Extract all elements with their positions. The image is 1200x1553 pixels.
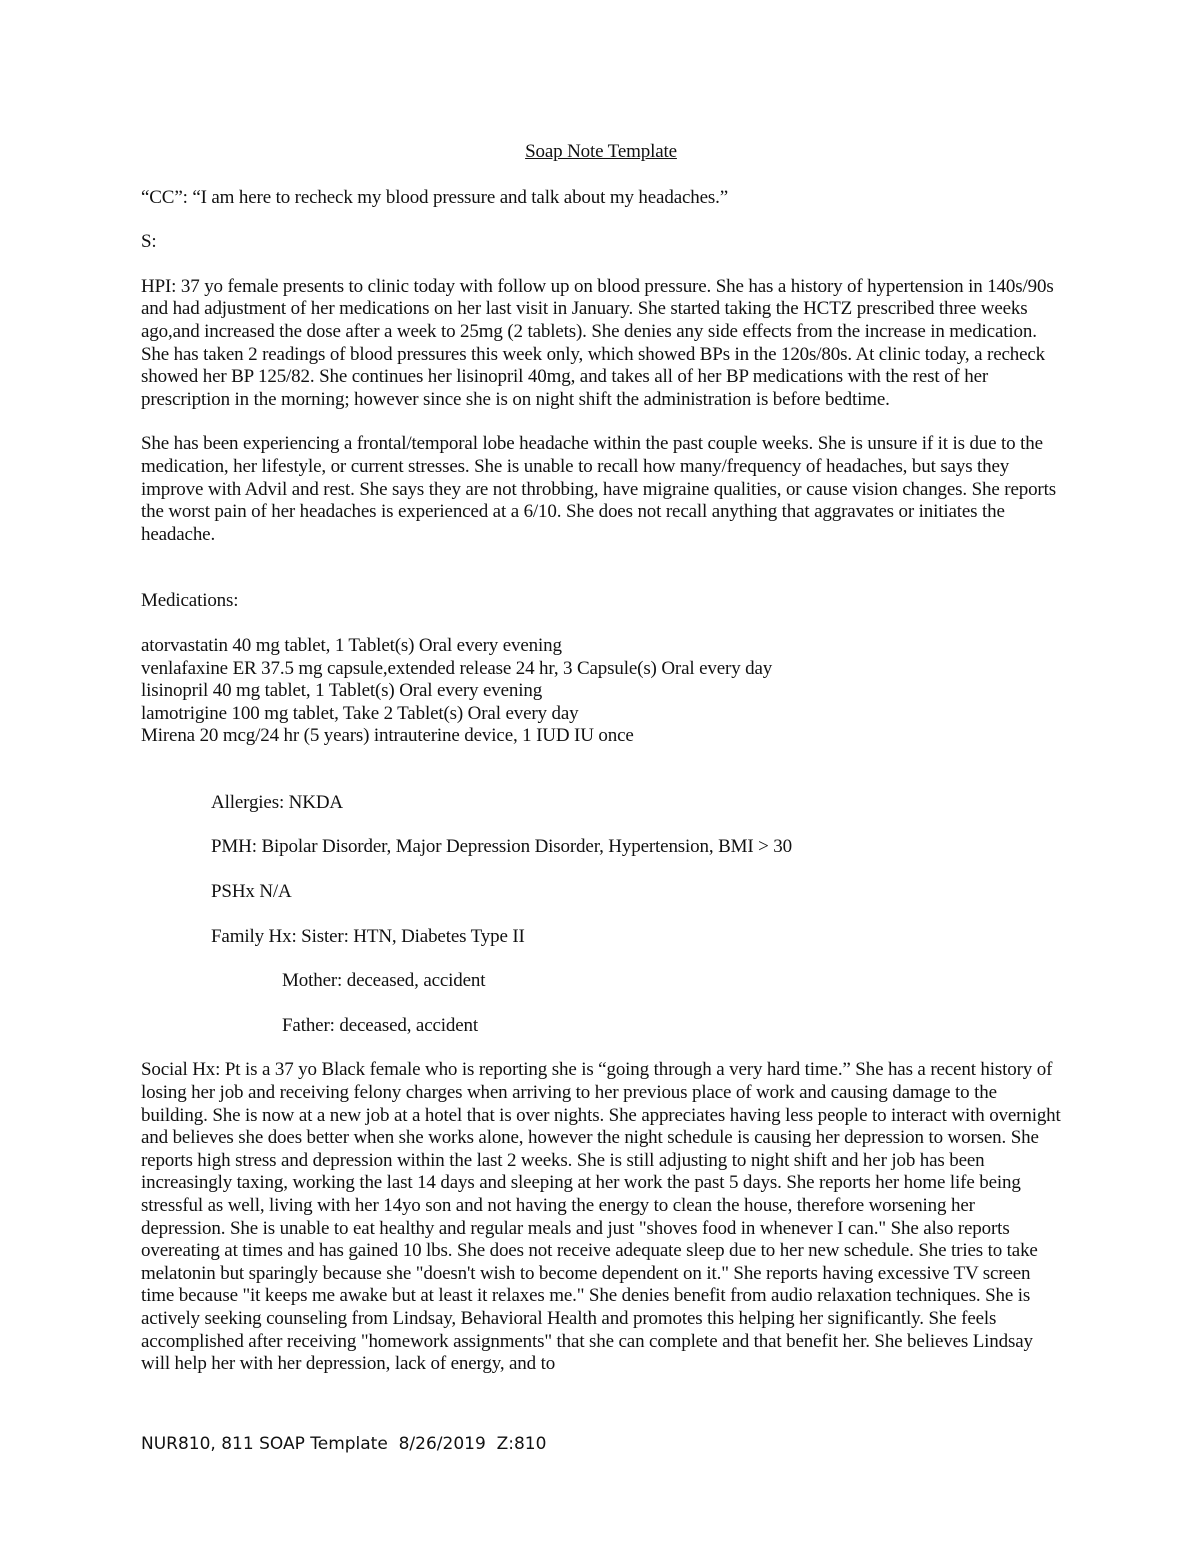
medications-label: Medications: bbox=[141, 590, 239, 612]
chief-complaint: “CC”: “I am here to recheck my blood pressure and talk about my headaches.” bbox=[141, 186, 729, 208]
document-page bbox=[141, 141, 1061, 1376]
past-surgical-history: PSHx N/A bbox=[211, 881, 292, 903]
social-history: Social Hx: Pt is a 37 yo Black female who is reporting she is “going through a very hard time.” She has a recent history of losing her job and receiving felony charges when arriving to her previous place of work and causing damage to the building. She is now at a new job at a hotel that is over nights. She appreciates having less people to interact with overnight and believes she does better when she works alone, however the night schedule is causing her depression to worsen. She reports high stress and depression within the last 2 weeks. She is still adjusting to night shift and her job has been increasingly taxing, working the last 14 days and sleeping at her work the past 5 days. She reports her home life being stressful as well, living with her 14yo son and not having the energy to clean the house, therefore worsening her depression. She is unable to eat healthy and regular meals and just "shoves food in whenever I can." She also reports overeating at times and has gained 10 lbs. She does not receive adequate sleep due to her new schedule. She tries to take melatonin but sparingly because she "doesn't wish to become dependent on it." She reports having excessive TV screen time because "it keeps me awake but at least it relaxes me." She denies benefit from audio relaxation techniques. She is actively seeking counseling from Lindsay, Behavioral Health and promotes this helping her significantly. She feels accomplished after receiving "homework assignments" that she can complete and that benefit her. She believes Lindsay will help her with her depression, lack of energy, and to bbox=[141, 1059, 1061, 1375]
hpi-paragraph-2: She has been experiencing a frontal/temporal lobe headache within the past couple weeks. She is unsure if it is due to the medication, her lifestyle, or current stresses. She is unable to recall how many/frequency of headaches, but says they improve with Advil and rest. She says they are not throbbing, have migraine qualities, or cause vision changes. She reports the worst pain of her headaches is experienced at a 6/10. She does not recall anything that aggravates or initiates the headache. bbox=[141, 433, 1056, 545]
medication-item: venlafaxine ER 37.5 mg capsule,extended release 24 hr, 3 Capsule(s) Oral every day bbox=[141, 657, 773, 679]
family-history: Family Hx: Sister: HTN, Diabetes Type II bbox=[211, 925, 525, 947]
family-history-mother: Mother: deceased, accident bbox=[282, 970, 486, 992]
allergies: Allergies: NKDA bbox=[211, 791, 343, 813]
medication-item: Mirena 20 mcg/24 hr (5 years) intrauterine device, 1 IUD IU once bbox=[141, 725, 634, 747]
family-history-father: Father: deceased, accident bbox=[282, 1014, 479, 1036]
page-footer: NUR810, 811 SOAP Template 8/26/2019 Z:810 bbox=[141, 1434, 547, 1454]
medication-item: lamotrigine 100 mg tablet, Take 2 Tablet(s) Oral every day bbox=[141, 702, 579, 724]
past-medical-history: PMH: Bipolar Disorder, Major Depression Disorder, Hypertension, BMI > 30 bbox=[211, 836, 792, 858]
medication-item: lisinopril 40 mg tablet, 1 Tablet(s) Oral every evening bbox=[141, 680, 543, 702]
medications-list bbox=[141, 635, 1061, 748]
hpi-paragraph-1: HPI: 37 yo female presents to clinic today with follow up on blood pressure. She has a history of hypertension in 140s/90s and had adjustment of her medications on her last visit in January. She started taking the HCTZ prescribed three weeks ago,and increased the dose after a week to 25mg (2 tablets). She denies any side effects from the increase in medication. She has taken 2 readings of blood pressures this week only, which showed BPs in the 120s/80s. At clinic today, a recheck showed her BP 125/82. She continues her lisinopril 40mg, and takes all of her BP medications with the rest of her prescription in the morning; however since she is on night shift the administration is before bedtime. bbox=[141, 275, 1054, 410]
medication-item: atorvastatin 40 mg tablet, 1 Tablet(s) Oral every evening bbox=[141, 634, 562, 656]
subjective-label: S: bbox=[141, 231, 157, 253]
document-title: Soap Note Template bbox=[525, 141, 677, 162]
